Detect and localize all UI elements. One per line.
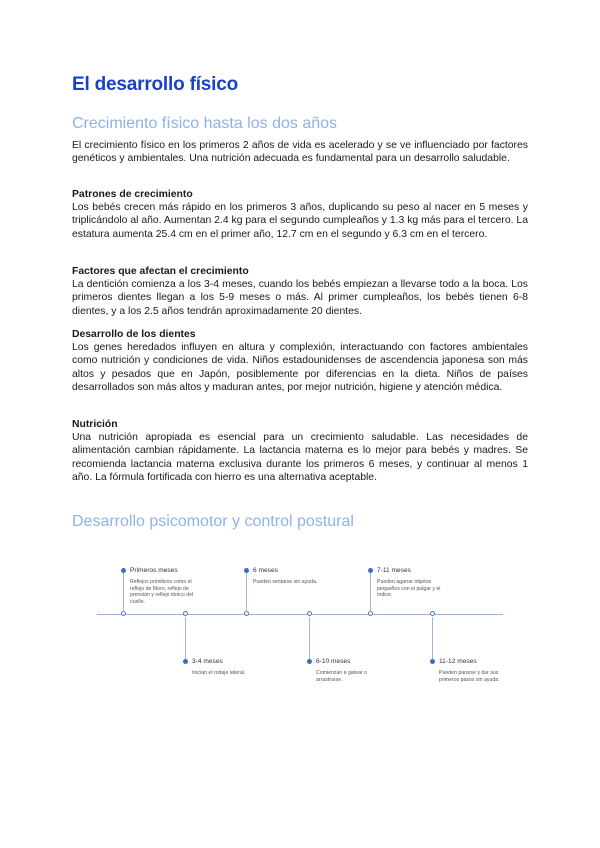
timeline-event-title: 7-11 meses: [377, 567, 411, 574]
timeline-event-desc: Inician el rodaje lateral.: [192, 670, 246, 676]
timeline-event-desc: Pueden pararse y dar sus primeros pasos sin ayuda.: [439, 670, 500, 683]
timeline-marker: [307, 659, 312, 664]
timeline-event-title: 11-12 meses: [439, 658, 477, 665]
subsection-text: La dentición comienza a los 3-4 meses, cuando los bebés empiezan a llevarse todo a la boca. Los primeros dientes llegan a los 5-9 meses o más. Al primer cumpleaños, los bebés tienen 6-8 dientes, y a los 2.5 años tendrán aproximadamente 20 dientes.: [72, 279, 528, 317]
timeline-connector: [123, 572, 124, 612]
timeline-event-desc: Pueden agarrar objetos pequeños con el pulgar y el índice.: [377, 579, 441, 599]
subsection-heading: Patrones de crecimiento: [72, 189, 193, 200]
subsection-teeth: [72, 328, 528, 394]
timeline-event-desc: Comienzan a gatear o arrastrarse.: [316, 670, 368, 683]
timeline-node: [430, 611, 435, 616]
timeline-connector: [309, 617, 310, 659]
subsection-text: Los bebés crecen más rápido en los primeros 3 años, duplicando su peso al nacer en 5 meses y triplicándolo al año. Aumentan 2.4 kg para el segundo cumpleaños y 1.3 kg más para el tercero. La estatura aumenta 25.4 cm en el primer año, 12.7 cm en el segundo y 6.3 cm en el tercero.: [72, 202, 528, 240]
timeline-marker: [121, 568, 126, 573]
timeline-axis: [97, 614, 503, 615]
subsection-text: Los genes heredados influyen en altura y complexión, interactuando con factores ambientales como nutrición y condiciones de vida. Niños estadounidenses de ascendencia japonesa son más altos y pesados que en Japón, posiblemente por diferencias en la dieta. Niños de países desarrollados son más altos y maduran antes, por mejor nutrición, higiene y atención médica.: [72, 342, 528, 393]
timeline-connector: [432, 617, 433, 659]
subsection-growth-patterns: [72, 188, 528, 241]
timeline-event-title: 6-10 meses: [316, 658, 351, 665]
timeline-marker: [368, 568, 373, 573]
timeline-connector: [246, 572, 247, 612]
timeline-connector: [185, 617, 186, 659]
subsection-text: Una nutrición apropiada es esencial para un crecimiento saludable. Las necesidades de alimentación cambian rápidamente. La lactancia materna es lo mejor para bebés y madres. Se recomienda lactancia materna exclusiva durante los primeros 6 meses, y continuar al menos 1 año. La fórmula fortificada con hierro es una alternativa aceptable.: [72, 432, 528, 483]
subsection-growth-factors: [72, 265, 528, 318]
timeline-event-title: 6 meses: [253, 567, 278, 574]
intro-paragraph: El crecimiento físico en los primeros 2 años de vida es acelerado y se ve influenciado por factores genéticos y ambientales. Una nutrición adecuada es fundamental para un desarrollo saludable.: [72, 140, 528, 165]
timeline-node: [307, 611, 312, 616]
timeline-event-desc: Reflejos primitivos como el reflejo de Moro, reflejo de prensión y reflejo tónico del cuello.: [130, 579, 194, 605]
timeline-marker: [430, 659, 435, 664]
subsection-heading: Factores que afectan el crecimiento: [72, 266, 249, 277]
timeline: [97, 555, 503, 705]
timeline-event-title: Primeros meses: [130, 567, 178, 574]
section-heading-psychomotor: Desarrollo psicomotor y control postural: [72, 513, 354, 530]
timeline-marker: [244, 568, 249, 573]
timeline-event-title: 3-4 meses: [192, 658, 223, 665]
page-title: El desarrollo físico: [72, 74, 238, 95]
subsection-nutrition: [72, 418, 528, 484]
timeline-event-desc: Pueden sentarse sin ayuda.: [253, 579, 318, 585]
subsection-heading: Nutrición: [72, 419, 118, 430]
timeline-connector: [370, 572, 371, 612]
subsection-heading: Desarrollo de los dientes: [72, 329, 196, 340]
timeline-marker: [183, 659, 188, 664]
section-heading-growth: Crecimiento físico hasta los dos años: [72, 115, 338, 132]
timeline-node: [183, 611, 188, 616]
